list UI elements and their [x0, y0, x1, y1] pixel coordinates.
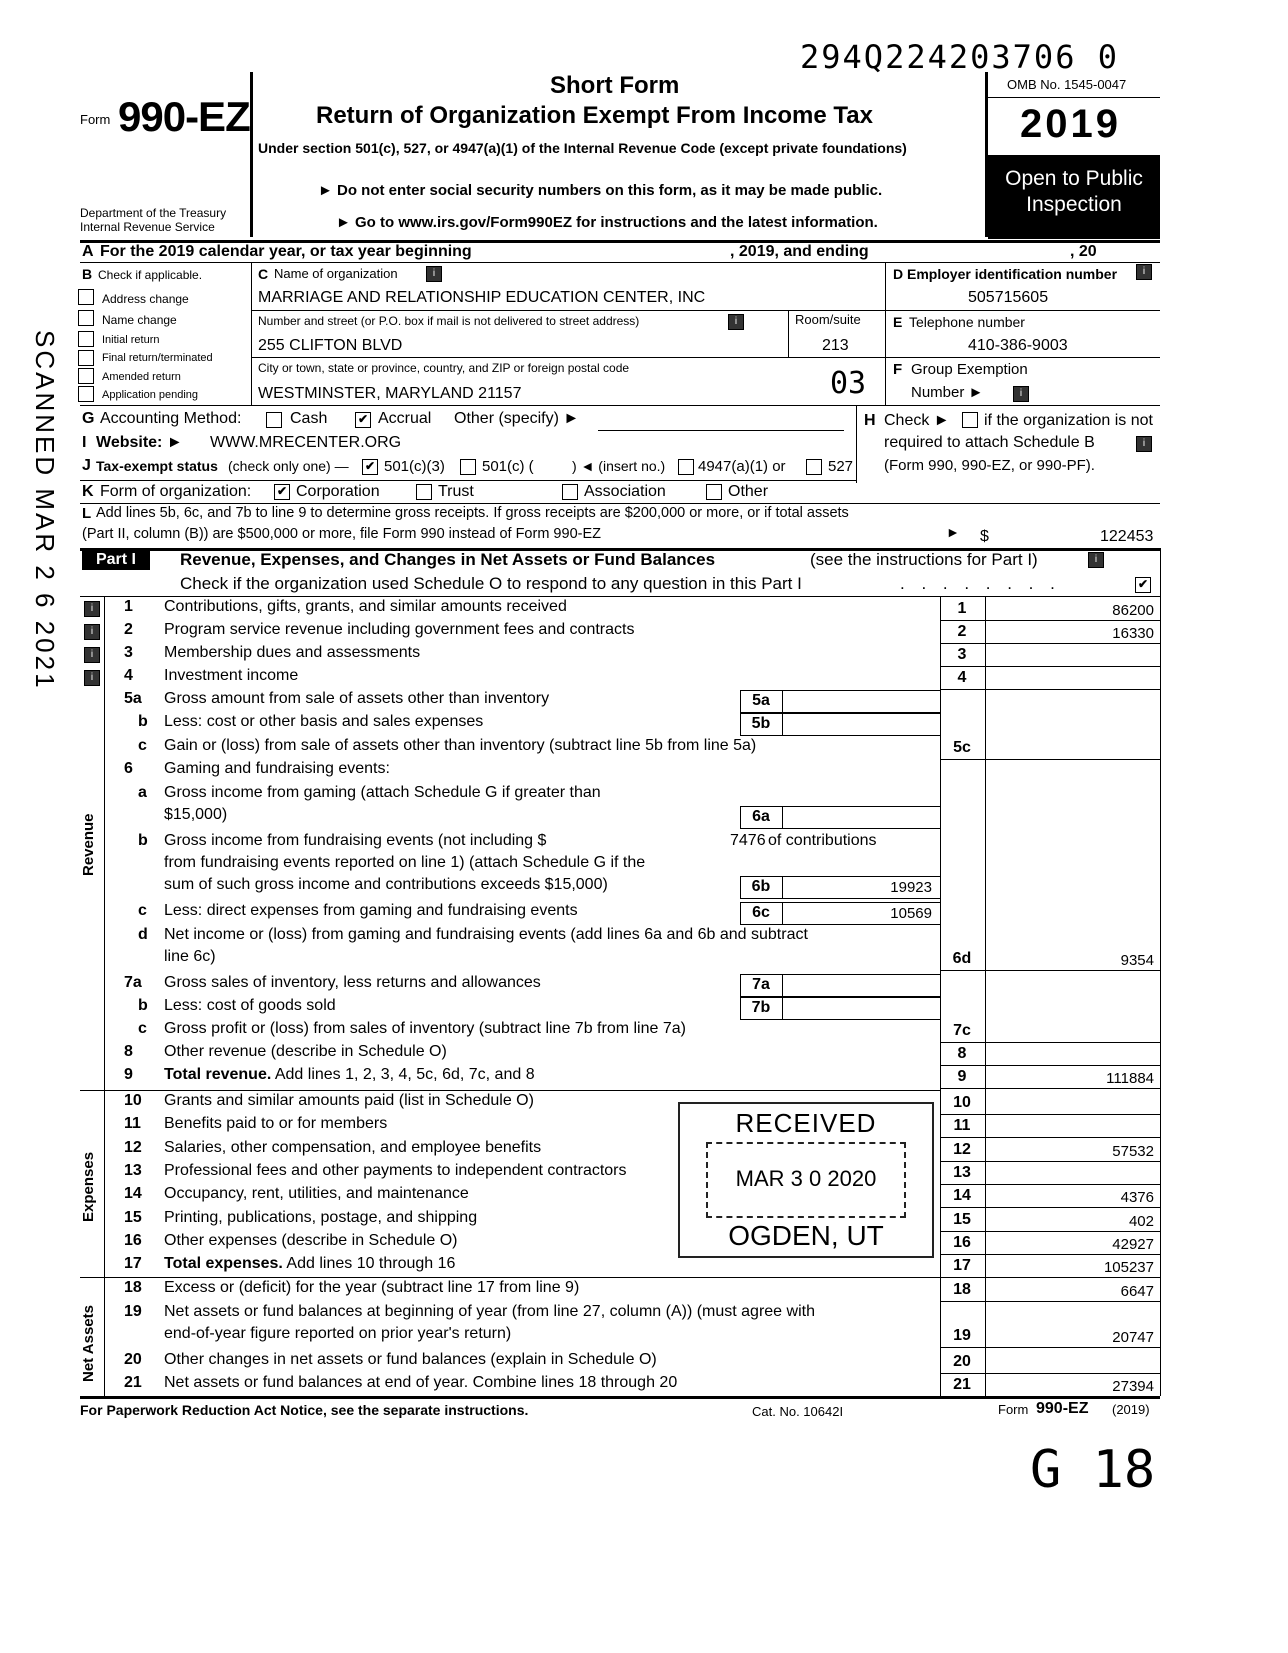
address-change-row[interactable] [78, 288, 94, 306]
amended-return-label: Amended return [102, 371, 181, 383]
line-number: 17 [124, 1255, 142, 1272]
section-b-title: Check if applicable. [98, 268, 203, 282]
ein-value: 505715605 [968, 289, 1049, 306]
line-l-text-1: Add lines 5b, 6c, and 7b to line 9 to determine gross receipts. If gross receipts are $200,000 or more, or if total assets [96, 505, 849, 521]
line-description: Printing, publications, postage, and shipping [164, 1209, 478, 1226]
info-icon: i [84, 647, 100, 663]
line-number: 7a [124, 974, 142, 991]
row-divider [940, 643, 1160, 644]
mid-box-sep [782, 713, 783, 735]
mid-box-bottom [740, 735, 940, 736]
section-e-label: E [893, 314, 903, 330]
address-change-label: Address change [102, 292, 189, 306]
room-value: 213 [822, 337, 849, 354]
line-number: c [138, 1020, 147, 1037]
group-number-label: Number ► [911, 384, 984, 401]
inline-after-text: of contributions [768, 832, 877, 849]
mid-box-top [740, 997, 940, 998]
line-number: 19 [124, 1303, 142, 1320]
right-box-amount[interactable]: 9354 [1120, 952, 1154, 969]
line-number: 15 [124, 1209, 142, 1226]
right-box-amount[interactable]: 105237 [1103, 1259, 1154, 1276]
right-box-label: 21 [953, 1376, 971, 1393]
line-description: Gross amount from sale of assets other than inventory [164, 690, 550, 707]
mid-box-label: 7a [752, 976, 770, 993]
right-box-amount[interactable]: 16330 [1112, 625, 1154, 642]
right-box-label: 10 [953, 1094, 971, 1111]
right-box-label: 7c [953, 1022, 971, 1039]
received-stamp-date: MAR 3 0 2020 [735, 1166, 877, 1191]
mid-box-amount[interactable]: 10569 [890, 905, 932, 922]
right-box-label: 1 [957, 600, 967, 617]
name-change-checkbox[interactable] [78, 310, 94, 326]
footer-form-number: 990-EZ [1036, 1400, 1089, 1417]
website-label: Website: ► [96, 434, 183, 451]
info-icon: i [426, 266, 442, 282]
accrual-label: Accrual [378, 410, 432, 427]
line-description: Program service revenue including government fees and contracts [164, 621, 635, 638]
row-divider [940, 1231, 1160, 1232]
tax-year: 2019 [1020, 102, 1121, 146]
row-divider [940, 1161, 1160, 1162]
right-box-amount[interactable]: 6647 [1120, 1283, 1154, 1300]
line-l-text-2: (Part II, column (B)) are $500,000 or more, file Form 990 instead of Form 990-EZ [82, 526, 601, 542]
line-description: Grants and similar amounts paid (list in Schedule O) [164, 1092, 534, 1109]
received-stamp-city: OGDEN, UT [728, 1220, 884, 1251]
right-box-label: 16 [953, 1234, 971, 1251]
form-subtitle: Under section 501(c), 527, or 4947(a)(1) of the Internal Revenue Code (except private foundations) [258, 140, 907, 156]
line-number: c [138, 902, 147, 919]
handwritten-notation: G 18 [1030, 1440, 1156, 1500]
row-divider [940, 1277, 1160, 1278]
mid-box-label: 6c [752, 904, 770, 921]
accrual-checkbox[interactable]: ✔ [355, 412, 371, 428]
line-number: 5a [124, 690, 142, 707]
line-description-cont: $15,000) [164, 806, 228, 823]
line-g-label: G [82, 410, 95, 427]
right-box-amount[interactable]: 27394 [1112, 1378, 1154, 1395]
street-value: 255 CLIFTON BLVD [258, 337, 403, 354]
line-number: a [138, 784, 147, 801]
ein-label: Employer identification number [907, 266, 1118, 282]
line-h-check-label: Check ► [884, 412, 950, 429]
row-divider [940, 1254, 1160, 1255]
irs-name: Internal Revenue Service [80, 220, 215, 234]
line-description: Gain or (loss) from sale of assets other than inventory (subtract line 5b from line 5a) [164, 737, 757, 754]
line-description-cont: from fundraising events reported on line 1) (attach Schedule G if the [164, 854, 646, 871]
ssn-notice: ► Do not enter social security numbers on this form, as it may be made public. [318, 182, 883, 199]
mid-box-label: 6b [751, 878, 771, 895]
right-box-amount[interactable]: 402 [1128, 1213, 1154, 1230]
527-checkbox[interactable] [806, 459, 822, 475]
mid-box-bottom [740, 898, 940, 899]
line-number: 6 [124, 760, 133, 777]
line-number: b [138, 713, 148, 730]
line-description: Benefits paid to or for members [164, 1115, 388, 1132]
omb-number: OMB No. 1545-0047 [1007, 77, 1127, 92]
line-h-text-2: required to attach Schedule B [884, 434, 1095, 451]
line-a-end: , 20 [1070, 243, 1097, 260]
line-description: Less: direct expenses from gaming and fundraising events [164, 902, 578, 919]
line-description: Occupancy, rent, utilities, and maintenance [164, 1185, 469, 1202]
city-label: City or town, state or province, country, and ZIP or foreign postal code [258, 361, 630, 375]
line-number: 4 [124, 667, 133, 684]
section-c-label: C [258, 266, 269, 282]
line-number: c [138, 737, 147, 754]
right-box-amount[interactable]: 111884 [1106, 1070, 1154, 1087]
schedule-o-checkbox[interactable]: ✔ [1135, 577, 1151, 593]
line-description: Less: cost of goods sold [164, 997, 336, 1014]
line-description: Professional fees and other payments to independent contractors [164, 1162, 627, 1179]
right-box-label: 4 [957, 669, 967, 686]
inspection-text: Inspection [1026, 193, 1122, 216]
line-description: Investment income [164, 667, 299, 684]
footer-year: (2019) [1112, 1402, 1150, 1417]
mid-box-label: 6a [752, 808, 770, 825]
line-description: Contributions, gifts, grants, and similar amounts received [164, 598, 567, 615]
right-box-amount[interactable]: 86200 [1112, 602, 1154, 619]
line-description: Gross profit or (loss) from sales of inventory (subtract line 7b from line 7a) [164, 1020, 686, 1037]
row-divider [940, 1137, 1160, 1138]
501c3-label: 501(c)(3) [384, 458, 445, 475]
line-h-text: if the organization is not [984, 412, 1153, 429]
line-description: Other revenue (describe in Schedule O) [164, 1043, 447, 1060]
line-description-cont: sum of such gross income and contributions exceeds $15,000) [164, 876, 608, 893]
dept-treasury: Department of the Treasury [80, 206, 227, 220]
arrow-icon: ► [946, 524, 960, 540]
line-description: Excess or (deficit) for the year (subtract line 17 from line 9) [164, 1279, 580, 1296]
application-pending-label: Application pending [102, 389, 199, 401]
group-exemption-label: Group Exemption [911, 361, 1028, 378]
line-a-label: A [82, 243, 94, 260]
accounting-method-label: Accounting Method: [100, 410, 242, 427]
info-icon: i [84, 670, 100, 686]
other-org-label: Other [728, 483, 769, 500]
cash-checkbox[interactable] [266, 412, 282, 428]
final-return-checkbox[interactable] [78, 350, 94, 366]
right-box-label: 20 [953, 1353, 971, 1370]
right-box-label: 13 [953, 1164, 971, 1181]
mid-box-top [740, 690, 940, 691]
line-number: 10 [124, 1092, 142, 1109]
501c-checkbox[interactable] [460, 459, 476, 475]
telephone-label: Telephone number [909, 314, 1025, 330]
line-k-label: K [82, 483, 94, 500]
mid-box-top [740, 713, 940, 714]
info-icon: i [84, 624, 100, 640]
mid-box-label: 5a [752, 692, 770, 709]
part-i-tag [82, 550, 150, 570]
mid-box-top [740, 806, 940, 807]
website-value: WWW.MRECENTER.ORG [210, 434, 402, 451]
corporation-checkbox[interactable]: ✔ [274, 484, 290, 500]
line-number: 11 [124, 1115, 141, 1132]
line-h-label: H [864, 412, 876, 429]
row-divider [940, 1088, 1160, 1089]
info-icon: i [1136, 264, 1152, 280]
schedule-o-check-text: Check if the organization used Schedule O to respond to any question in this Part I [180, 574, 802, 593]
right-box-label: 11 [953, 1117, 971, 1134]
line-h-text-3: (Form 990, 990-EZ, or 990-PF). [884, 457, 1095, 474]
mid-box-top [740, 902, 940, 903]
row-divider [940, 1114, 1160, 1115]
amended-return-checkbox[interactable] [78, 368, 94, 384]
info-icon: i [728, 314, 744, 330]
handwritten-03: 03 [830, 366, 867, 401]
cash-label: Cash [290, 410, 328, 427]
tax-exempt-status-label: Tax-exempt status [96, 458, 218, 474]
scanned-stamp: SCANNED MAR 2 6 2021 [30, 330, 60, 691]
line-a-mid: , 2019, and ending [730, 243, 869, 260]
line-description: Other changes in net assets or fund balances (explain in Schedule O) [164, 1351, 657, 1368]
part-i-tag-text: Part I [95, 551, 136, 568]
row-divider [940, 620, 1160, 621]
room-label: Room/suite [795, 312, 861, 327]
line-number: d [138, 926, 148, 943]
line-description: Other expenses (describe in Schedule O) [164, 1232, 458, 1249]
mid-box-top [740, 974, 940, 975]
mid-box-sep [782, 974, 783, 996]
row-divider [940, 759, 1160, 760]
line-number: 13 [124, 1162, 142, 1179]
mid-box-bottom [740, 828, 940, 829]
501c3-checkbox[interactable]: ✔ [362, 459, 378, 475]
mid-box-sep [782, 997, 783, 1019]
form-number: 990-EZ [118, 93, 250, 140]
line-description: Net income or (loss) from gaming and fundraising events (add lines 6a and 6b and subtract [164, 926, 808, 943]
row-divider [940, 1347, 1160, 1348]
trust-label: Trust [438, 483, 474, 500]
right-box-amount[interactable]: 20747 [1112, 1329, 1154, 1346]
line-number: 14 [124, 1185, 142, 1202]
section-f-label: F [893, 361, 903, 378]
line-number: b [138, 997, 148, 1014]
line-number: 12 [124, 1139, 142, 1156]
line-description: Gaming and fundraising events: [164, 760, 390, 777]
org-name-value: MARRIAGE AND RELATIONSHIP EDUCATION CENTER, INC [258, 289, 706, 306]
right-box-label: 8 [957, 1045, 967, 1062]
row-divider [940, 1301, 1160, 1302]
line-number: 3 [124, 644, 133, 661]
initial-return-checkbox[interactable] [78, 331, 94, 347]
mid-box-sep [782, 806, 783, 828]
info-icon: i [84, 601, 100, 617]
mid-box-sep [782, 690, 783, 712]
row-divider [940, 1184, 1160, 1185]
net-assets-side-label: Net Assets [80, 1305, 97, 1382]
right-box-amount[interactable]: 4376 [1120, 1189, 1154, 1206]
corporation-label: Corporation [296, 483, 380, 500]
association-checkbox[interactable] [562, 484, 578, 500]
line-description: Gross sales of inventory, less returns and allowances [164, 974, 541, 991]
info-icon: i [1136, 436, 1152, 452]
line-number: 16 [124, 1232, 142, 1249]
line-number: 8 [124, 1043, 133, 1060]
part-i-title-note: (see the instructions for Part I) [810, 550, 1038, 569]
right-box-label: 3 [957, 646, 967, 663]
part-i-title: Revenue, Expenses, and Changes in Net Assets or Fund Balances [180, 550, 716, 569]
line-number: 2 [124, 621, 133, 638]
row-divider [940, 1065, 1160, 1066]
form-title: Return of Organization Exempt From Income Tax [316, 102, 873, 129]
line-description: Membership dues and assessments [164, 644, 421, 661]
revenue-side-label: Revenue [80, 813, 97, 876]
right-box-label: 18 [953, 1281, 971, 1298]
right-box-label: 15 [953, 1211, 971, 1228]
line-a-text: For the 2019 calendar year, or tax year beginning [100, 243, 472, 260]
line-l-label: L [82, 505, 92, 522]
trust-checkbox[interactable] [416, 484, 432, 500]
line-description: Gross income from gaming (attach Schedule G if greater than [164, 784, 601, 801]
line-description: Total expenses. Add lines 10 through 16 [164, 1255, 456, 1272]
name-change-label: Name change [102, 313, 177, 327]
application-pending-checkbox[interactable] [78, 386, 94, 402]
document-locator-number: 294Q224203706 0 [800, 38, 1119, 76]
org-name-label: Name of organization [274, 266, 398, 281]
other-method-label: Other (specify) ► [454, 410, 580, 427]
section-b-label: B [82, 266, 93, 282]
mid-box-bottom [740, 924, 940, 925]
line-description-cont: end-of-year figure reported on prior year's return) [164, 1325, 512, 1342]
line-description: Net assets or fund balances at beginning of year (from line 27, column (A)) (must agree with [164, 1303, 815, 1320]
row-divider [940, 1373, 1160, 1374]
open-to-public-text: Open to Public [1005, 167, 1143, 190]
row-divider [940, 666, 1160, 667]
expenses-side-label: Expenses [80, 1151, 97, 1222]
line-description-cont: line 6c) [164, 948, 216, 965]
footer-form-prefix: Form [998, 1402, 1029, 1417]
paperwork-notice: For Paperwork Reduction Act Notice, see the separate instructions. [80, 1402, 529, 1418]
tax-exempt-note: (check only one) — [228, 458, 349, 474]
right-box-amount[interactable]: 57532 [1112, 1143, 1154, 1160]
right-box-label: 12 [953, 1141, 971, 1158]
open-to-public-box [988, 155, 1160, 239]
right-box-label: 5c [953, 739, 971, 756]
gross-receipts-value: 122453 [1100, 528, 1154, 545]
association-label: Association [584, 483, 666, 500]
street-label: Number and street (or P.O. box if mail is not delivered to street address) [258, 314, 640, 328]
schedule-b-checkbox[interactable] [962, 412, 978, 428]
inline-contributions-amount: 7476 [730, 832, 766, 849]
line-number: 18 [124, 1279, 142, 1296]
initial-return-label: Initial return [102, 334, 160, 346]
row-divider [940, 689, 1160, 690]
address-change-checkbox[interactable] [78, 289, 94, 305]
right-box-label: 2 [957, 623, 967, 640]
line-description: Salaries, other compensation, and employee benefits [164, 1139, 542, 1156]
4947-checkbox[interactable] [678, 459, 694, 475]
insert-no-label: ) ◄ (insert no.) [572, 458, 666, 474]
line-description: Gross income from fundraising events (not including $ [164, 832, 547, 849]
short-form-label: Short Form [550, 72, 680, 99]
right-box-label: 17 [953, 1257, 971, 1274]
instructions-notice: ► Go to www.irs.gov/Form990EZ for instructions and the latest information. [336, 214, 878, 231]
line-number: 1 [124, 598, 133, 615]
received-stamp [678, 1102, 934, 1258]
telephone-value: 410-386-9003 [968, 337, 1068, 354]
right-box-label: 19 [953, 1327, 971, 1344]
received-stamp-title: RECEIVED [735, 1108, 877, 1138]
catalog-number: Cat. No. 10642I [752, 1404, 844, 1419]
mid-box-label: 7b [751, 999, 771, 1016]
4947-label: 4947(a)(1) or [698, 458, 786, 475]
info-icon: i [1013, 386, 1029, 402]
mid-box-label: 5b [751, 715, 771, 732]
row-divider [940, 1042, 1160, 1043]
501c-label: 501(c) ( [482, 458, 534, 475]
line-number: 9 [124, 1066, 133, 1083]
line-j-label: J [82, 457, 91, 474]
line-description: Total revenue. Add lines 1, 2, 3, 4, 5c, 6d, 7c, and 8 [164, 1066, 535, 1083]
mid-box-bottom [740, 1019, 940, 1020]
dollar-sign: $ [980, 528, 989, 545]
row-divider [940, 970, 1160, 971]
right-box-amount[interactable]: 42927 [1112, 1236, 1154, 1253]
line-number: 20 [124, 1351, 142, 1368]
mid-box-top [740, 876, 940, 877]
line-description: Net assets or fund balances at end of year. Combine lines 18 through 20 [164, 1374, 678, 1391]
line-description: Less: cost or other basis and sales expenses [164, 713, 484, 730]
line-number: b [138, 832, 148, 849]
right-box-label: 14 [953, 1187, 971, 1204]
info-icon: i [1088, 552, 1104, 568]
mid-box-amount[interactable]: 19923 [890, 879, 932, 896]
527-label: 527 [828, 458, 854, 475]
other-org-checkbox[interactable] [706, 484, 722, 500]
section-d-label: D [893, 266, 904, 282]
right-box-label: 6d [952, 950, 972, 967]
form-of-org-label: Form of organization: [100, 483, 252, 500]
line-number: 21 [124, 1374, 142, 1391]
right-box-label: 9 [957, 1068, 967, 1085]
city-value: WESTMINSTER, MARYLAND 21157 [258, 385, 522, 402]
form-prefix: Form [80, 112, 111, 127]
final-return-label: Final return/terminated [102, 352, 213, 364]
line-i-label: I [82, 434, 87, 451]
row-divider [940, 1207, 1160, 1208]
